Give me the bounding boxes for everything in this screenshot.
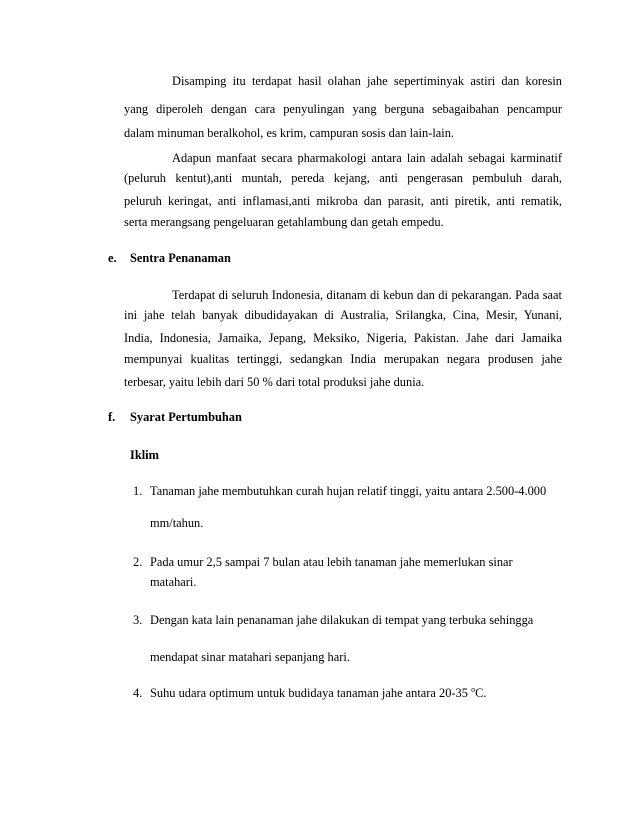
list-item-2-line-2: matahari. [150, 575, 197, 589]
section-e-title: Sentra Penanaman [130, 251, 231, 265]
list-item-3-line-2: mendapat sinar matahari sepanjang hari. [150, 650, 350, 664]
section-e-line-4: mempunyai kualitas tertinggi, sedangkan India merupakan negara produsen jahe [124, 352, 562, 366]
list-item-4-line-1 [150, 684, 487, 700]
list-item-3-number: 3. [133, 613, 143, 627]
paragraph-1-line-2: yang diperoleh dengan cara penyulingan yang berguna sebagaibahan pencampur [124, 102, 562, 116]
paragraph-1-line-3: dalam minuman beralkohol, es krim, campuran sosis dan lain-lain. [124, 126, 454, 140]
list-item-4-text: Suhu udara optimum untuk budidaya tanaman jahe antara 20-35 [150, 686, 468, 700]
section-f-marker: f. [108, 410, 116, 424]
paragraph-1-line-1: Disamping itu terdapat hasil olahan jahe sepertiminyak astiri dan koresin [172, 74, 562, 88]
list-item-1-number: 1. [133, 484, 143, 498]
section-e-line-3: India, Indonesia, Jamaika, Jepang, Meksiko, Nigeria, Pakistan. Jahe dari Jamaika [124, 331, 562, 345]
paragraph-2-line-1: Adapun manfaat secara pharmakologi antara lain adalah sebagai karminatif [172, 151, 562, 165]
list-item-3-line-1: Dengan kata lain penanaman jahe dilakukan di tempat yang terbuka sehingga [150, 613, 534, 627]
paragraph-2-line-2: (peluruh kentut),anti muntah, pereda kejang, anti pengerasan pembuluh darah, [124, 171, 562, 185]
degree-superscript: o [471, 684, 476, 694]
section-e-line-2: ini jahe telah banyak dibudidayakan di Australia, Srilangka, Cina, Mesir, Yunani, [124, 308, 562, 322]
list-item-1-line-2: mm/tahun. [150, 516, 204, 530]
list-item-4-number: 4. [133, 686, 143, 700]
section-e-marker: e. [108, 251, 117, 265]
section-e-line-5: terbesar, yaitu lebih dari 50 % dari total produksi jahe dunia. [124, 375, 425, 389]
list-item-4-unit: C. [475, 686, 487, 700]
section-e-line-1: Terdapat di seluruh Indonesia, ditanam di kebun dan di pekarangan. Pada saat [172, 288, 562, 302]
list-item-2-line-1: Pada umur 2,5 sampai 7 bulan atau lebih tanaman jahe memerlukan sinar [150, 555, 513, 569]
section-f-title: Syarat Pertumbuhan [130, 410, 242, 424]
paragraph-2-line-3: peluruh keringat, anti inflamasi,anti mikroba dan parasit, anti piretik, anti rematik, [124, 194, 562, 208]
list-item-2-number: 2. [133, 555, 143, 569]
section-f-subheading: Iklim [130, 448, 159, 462]
paragraph-2-line-4: serta merangsang pengeluaran getahlambung dan getah empedu. [124, 215, 444, 229]
list-item-1-line-1: Tanaman jahe membutuhkan curah hujan relatif tinggi, yaitu antara 2.500-4.000 [150, 484, 547, 498]
